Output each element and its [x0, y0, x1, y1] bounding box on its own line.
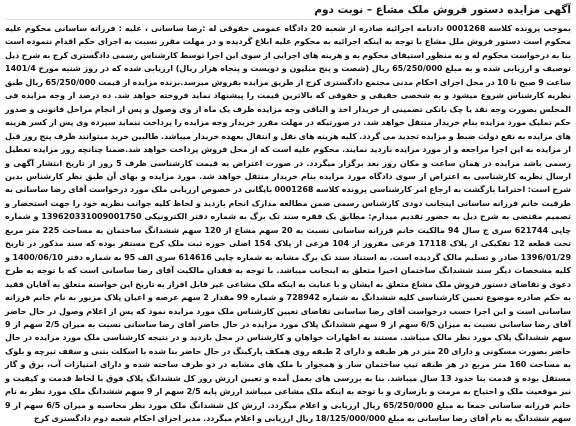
notice-title: آگهی مزایده دستور فروش ملک مشاع – نوبت دوم [5, 2, 571, 20]
notice-body: بموجب پرونده کلاسه 0001268 دادنامه اجرائیه صادره از شعبه 20 دادگاه عمومی حقوقی له :رضا ساسانی ، علیه : فرزانه ساسانی محکوم علیه محکوم است دستور فروش ملل مشاع با توجه به اینکه اجرائیه به محکوم علیه ابلاغ گردیده و در مهلت مقرر نسبت به اجرای حکم اقدام ننموده است بنا به درخواست محکوم له و به منظور استیفای محکوم به و هزینه های اجرایی از سوی این اجرا توسط کارشناس رسمی دادگستری کرج به شرح ذیل توصیف و ارزیابی شده و به مبلغ 65/250/000 ریال (شصت و پنج میلیون و دویست و پنجاه هزار ریال) ارزیابی شده که در روز شنبه مورخ 1401/4 ساعت 9 صبح تا 10 در محل اجرای احکام مدنی مجتمع دادگستری کرج از طریق مزایده بفروش میرسد.برنده مزایده از قیمت 65/250/000 ریال طبق نظریه کارشناس شروع میشود و به شخصی حقیقی و حقوقی که بالاترین قیمت را پیشنهاد نماید فروخته خواهد شد. ده درصد از وجه مزایده فی المجلس بصورت وجه نقد یا چک بانکی تضمینی از خریدار اخذ و الباقی وجه مزایده ظرف یک ماه از وی وصول و پس از انجام مراحل قانونی و صدور حکم تملیک مورد مزایده بنام خریدار منتقل خواهد شد. در صورتیکه در مهلت مقرر خریدار وجه مزایده را پرداخت ننماید سپرده وی پس از کسر هزینه های مزایده به نفع دولت ضبط و مزایده تجدید می گردد. کلیه هزینه های نقل و انتقال بعهده خریدار میباشد. طالبین خرید میتوانند ظرف پنج روز قبل از مزایده به این اجرا مراجعه و از مورد مزایده بازدید نمایند. محکوم علیه است که از محل فروش پرداخت خواهد شد.ضمنا چنانچه روز مزایده تعطیل رسمی باشد مزایده در همان ساعت و مکان روز بعد برگزار میگردد. در صورت اعتراض به قیمت کارشناسی ظرف 5 روز از تاریخ انتشار آگهی و ارسال نظریه کارشناسی به اعتراض از سوی دادگاه مورد مزایده بنام خریدار منتقل خواهد شد. مورد مزایده و بهای آن طبق نظر کارشناس بدین شرح است: احتراما بازگشت به ارجاع امر کارشناسی پرونده کلاسه 0001268 بایگانی در خصوص ارزیابی ملک مورد درخواست آقای رضا ساسانی به طرفیت خانم فرزانه ساسانی اینجانب دودی کارشناس رسمی ضمن مطالعه مدارک انجام بازدید و لحاظ کلیه جوانب نظریه خود را جهت استحضار و تصمیم مقتضی به شرح ذیل به حضور تقدیم میدارم: مطابق یک فقره سند تک برگ به شماره دفتر الکترونیکی 139620331009001750 و شماره چاپی 621744 سری ج سال 94 مالکیت خانم فرزانه ساسانی نسبت به 20 سهم مشاع از 120 سهم ششدانگ ساختمان به مساحت 225 متر مربع تحت قطعه 12 تفکیکی از پلاک 17118 فرعی مفروز از 104 فرعی از پلاک 154 اصلی حوزه ثبت ملک کرج مستقر بوده که سند مذکور در تاریخ 1396/01/29 صادر و تسلیم مالک گردیده است. به استناد سند تک برگ مشابه به شماره چاپی 614616 سری الف 95 به شماره دفتر 1400/06/10 و کلیه مشخصات دیگر سند ششدانگ ساختمان اخیرا متعلق به اینجانب میباشد. با توجه به فقدان مالکیت آقای رضا ساسانی است که با توجه به طرح دعوی و تقاضای دستور فروش ملک مشاع متعلق به ایشان و با عنایت به اینکه ملک مشاعی غیر قابل افراز به تاریخ این خواسته متعلق به آقایان فقید به حکم صادره موضوع تعیین کارشناسی کلیه ششدانگ به شماره 728942 و شماره 99 مقدار 2 سهم عرصه و اعیان پلاک مزبور به نام خانم فرزانه ساسانی است و این اجرا حسب درخواست آقای رضا ساسانی تقاضای تعیین کارشناس ملک مورد مزایده نمود که پس از اعلام وصول در حال حاضر آقای رضا ساسانی نسبت به میزان 6/5 سهم از 9 سهم ششدانگ پلاک مورد مزایده در حال حاضر آقای رضا ساسانی نسبت به میزان 2/5 سهم از 9 سهم ششدانگ پلاک مورد نظر مالک میباشد. مستند به اظهارات خواهان و کارشناس در محل بازدید و در نتیجه کارشناسی ملک مورد مزایده در حال حاضر بصورت مسکونی و دارای 20 متر در هر طبقه و دارای 2 طبقه روی همکف پارکینگ در حال حاضر بنا شده با اسکلت بتنی و سقف تیرچه و بلوک به مساحت 160 متر مربع در هر طبقه تیپ ساختمان ساز و همجوار با ملک های مشابه در دو طرف ساخته شده و دارای امتیازات آب، برق و گاز مستقل بوده و قدمت بنا حدود 13 سال میباشد. بنا به بررسی های بعمل آمده و تعیین ارزش روز کل ششدانگ پلاک فوق با لحاظ قدمت و کیفیت و نیز موقعیت ملک و احتیاج به مرمت و بازسازی و با توجه به اینکه ملک مشاعی میباشد ارزش پایه 2/5 سهم از 9 سهم ششدانگ ملک مورد نظر به نام خانم فرزانه ساسانی جمعا به مبلغ 65/250/000 ریال ارزیابی و اعلام میگردد. ارزش کل ششدانگ ملک مورد نظر محاسبه و میزان 6/5 سهم از 9 سهم ششدانگ به نام آقای رضا ساسانی به مبلغ 18/125/000/000 ریال ارزیابی و اعلام میگردد. مدیر اجرای احکام شعبه دوم دادگستری کرج [5, 24, 572, 424]
